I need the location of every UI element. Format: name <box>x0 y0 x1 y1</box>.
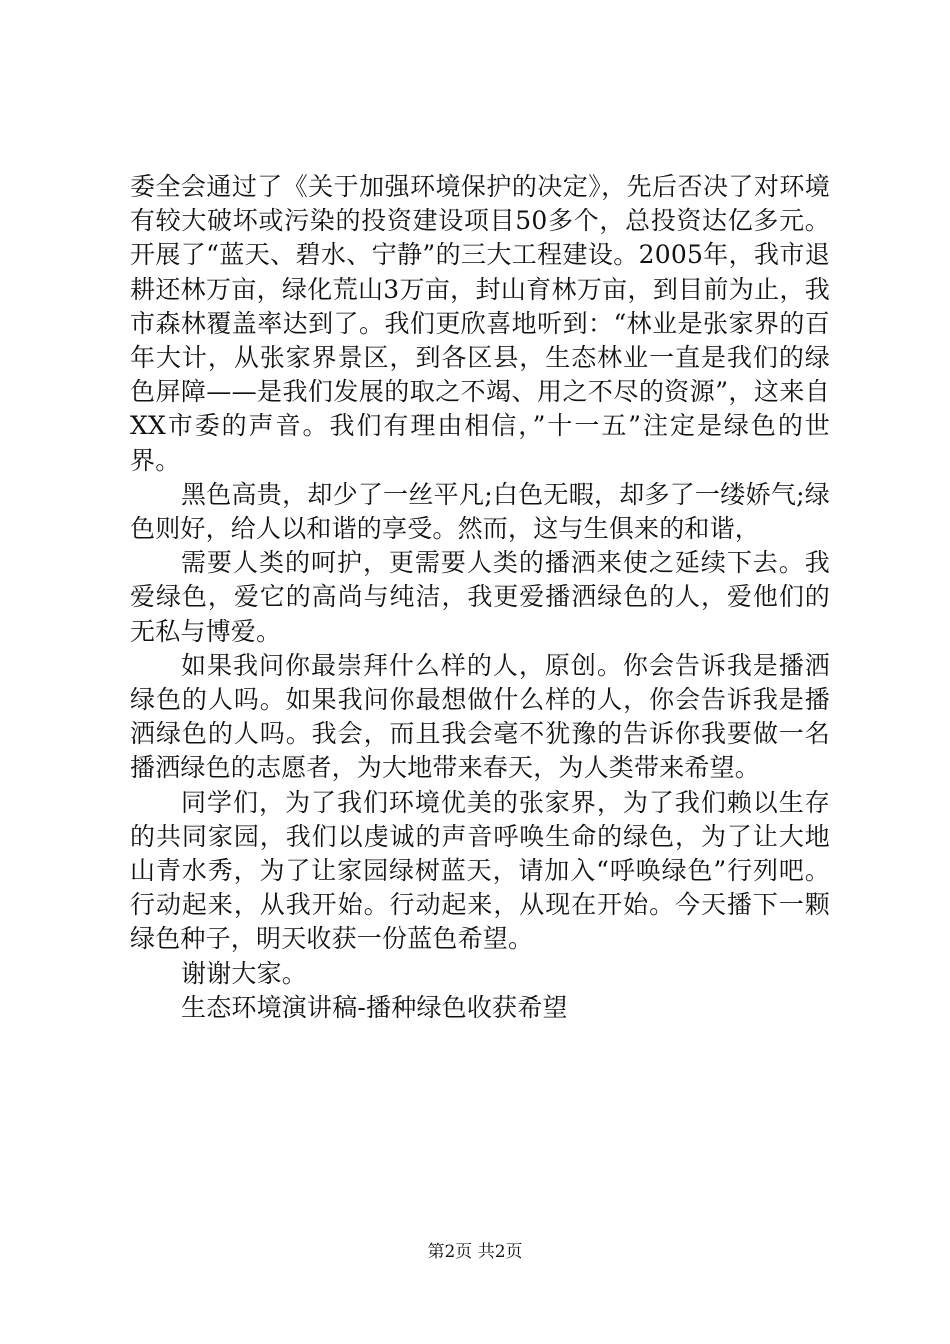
paragraph-title-line: 生态环境演讲稿-播种绿色收获希望 <box>181 992 568 1022</box>
paragraph-colors: 黑色高贵，却少了一丝平凡;白色无暇，却多了一缕娇气;绿色则好，给人以和谐的享受。然而，这与生俱来的和谐， <box>130 479 830 544</box>
paragraph-continuation: 委全会通过了《关于加强环境保护的决定》，先后否决了对环境有较大破坏或污染的投资建设项目50多个，总投资达亿多元。开展了“蓝天、碧水、宁静”的三大工程建设。2005年，我市退耕还林万亩，绿化荒山3万亩，封山育林万亩，到目前为止，我市森林覆盖率达到了。我们更欣喜地听到：“林业是张家界的百年大计，从张家界景区，到各区县，生态林业一直是我们的绿色屏障——是我们发展的取之不竭、用之不尽的资源”，这来自XX市委的声音。我们有理由相信，”十一五”注定是绿色的世界。 <box>130 172 830 475</box>
paragraph-thanks: 谢谢大家。 <box>181 958 308 988</box>
paragraph-call-to-action: 同学们，为了我们环境优美的张家界，为了我们赖以生存的共同家园，我们以虔诚的声音呼唤生命的绿色，为了让大地山青水秀，为了让家园绿树蓝天，请加入“呼唤绿色”行列吧。行动起来，从我开始。行动起来，从现在开始。今天播下一颗绿色种子，明天收获一份蓝色希望。 <box>130 787 830 954</box>
paragraph-volunteer: 如果我问你最崇拜什么样的人，原创。你会告诉我是播洒绿色的人吗。如果我问你最想做什么样的人，你会告诉我是播洒绿色的人吗。我会，而且我会毫不犹豫的告诉你我要做一名播洒绿色的志愿者，为大地带来春天，为人类带来希望。 <box>130 650 830 783</box>
page-number-footer: 第2页 共2页 <box>427 1242 523 1262</box>
paragraph-protection: 需要人类的呵护，更需要人类的播洒来使之延续下去。我爱绿色，爱它的高尚与纯洁，我更爱播洒绿色的人，爱他们的无私与博爱。 <box>130 548 830 646</box>
document-body <box>130 170 830 1025</box>
